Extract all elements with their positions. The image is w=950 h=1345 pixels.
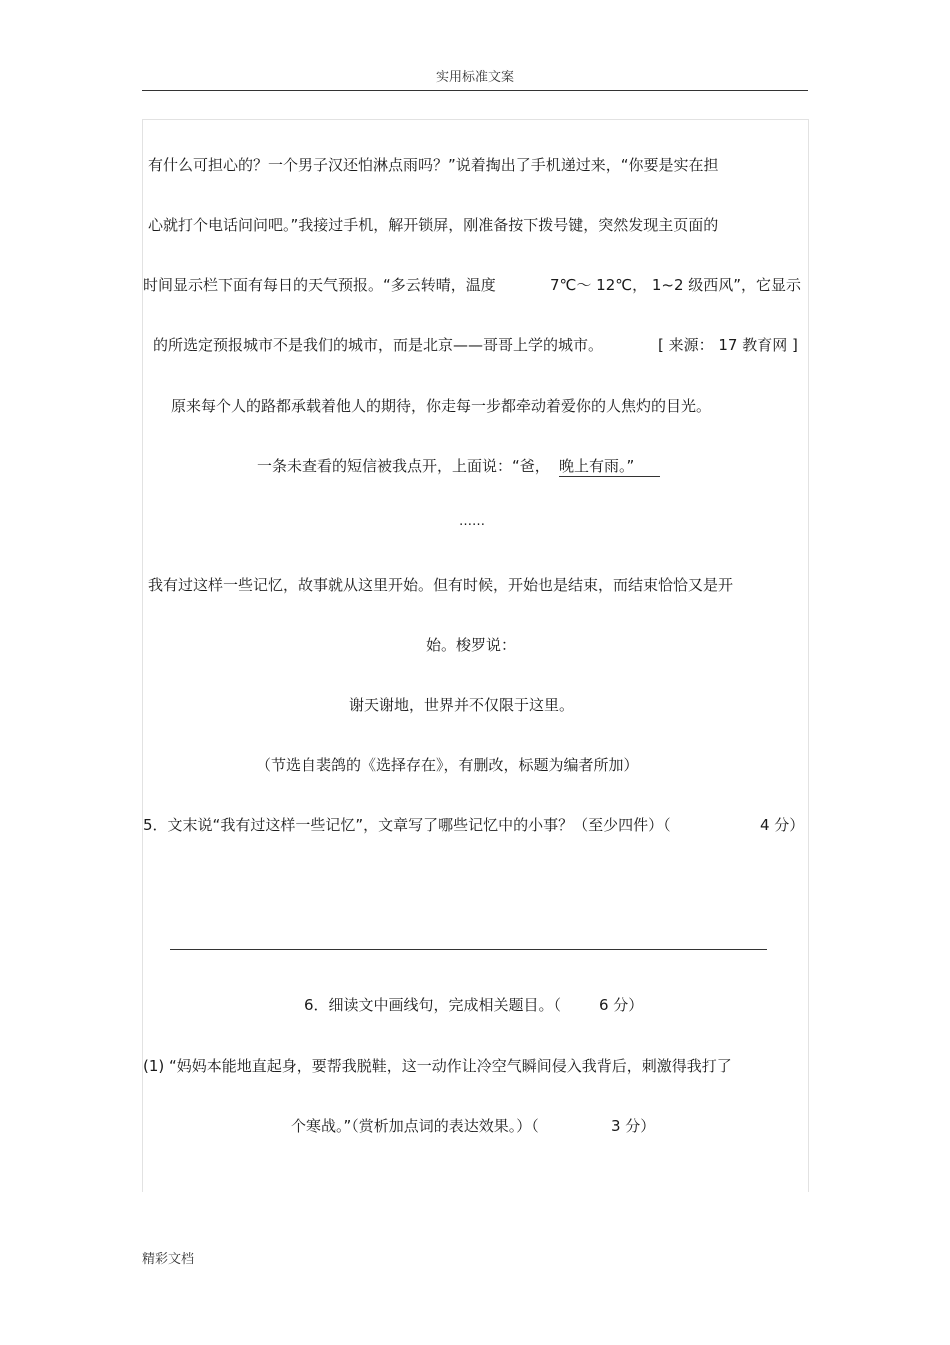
paragraph-line-6a: 一条未查看的短信被我点开，上面说：“爸， — [257, 457, 550, 475]
question-6-1-continuation: 个寒战。”（赏析加点词的表达效果。）（ — [291, 1117, 539, 1135]
paragraph-line-3b: 7℃～ 12℃， 1~2 级西风”，它显示 — [550, 276, 802, 294]
paragraph-line-5: 原来每个人的路都承载着他人的期待，你走每一步都牵动着爱你的人焦灼的目光。 — [171, 397, 712, 415]
paragraph-line-2: 心就打个电话问问吧。”我接过手机，解开锁屏，刚准备按下拨号键，突然发现主页面的 — [148, 216, 719, 234]
paragraph-line-8: 始。梭罗说： — [426, 636, 517, 654]
ellipsis: …… — [459, 514, 485, 529]
page-footer: 精彩文档 — [142, 1252, 195, 1267]
underlined-sentence: 晚上有雨。” — [559, 457, 660, 477]
paragraph-line-3a: 时间显示栏下面有每日的天气预报。“多云转晴，温度 — [143, 276, 496, 294]
header-rule — [142, 90, 808, 91]
question-5-text: 5．文末说“我有过这样一些记忆”，文章写了哪些记忆中的小事？（至少四件）（ — [143, 816, 671, 834]
answer-line[interactable] — [170, 949, 767, 950]
source-tag: [ 来源： 17 教育网 ] — [658, 336, 798, 354]
paragraph-line-1: 有什么可担心的？一个男子汉还怕淋点雨吗？”说着掏出了手机递过来，“你要是实在担 — [148, 156, 719, 174]
question-6-text: 6．细读文中画线句，完成相关题目。（ — [304, 996, 562, 1014]
paragraph-line-4a: 的所选定预报城市不是我们的城市，而是北京——哥哥上学的城市。 — [153, 336, 604, 354]
question-6-1-text: (1) “妈妈本能地直起身，要帮我脱鞋，这一动作让冷空气瞬间侵入我背后，刺激得我打了 — [143, 1057, 732, 1075]
paragraph-line-7: 我有过这样一些记忆，故事就从这里开始。但有时候，开始也是结束，而结束恰恰又是开 — [148, 576, 734, 594]
paragraph-line-9: 谢天谢地，世界并不仅限于这里。 — [349, 696, 575, 714]
question-6-1-score: 3 分） — [611, 1117, 656, 1135]
page-header-title: 实用标准文案 — [435, 70, 514, 85]
question-5-score: 4 分） — [760, 816, 805, 834]
source-note: （节选自裴鸽的《选择存在》，有删改，标题为编者所加） — [256, 756, 639, 774]
question-6-score: 6 分） — [599, 996, 644, 1014]
